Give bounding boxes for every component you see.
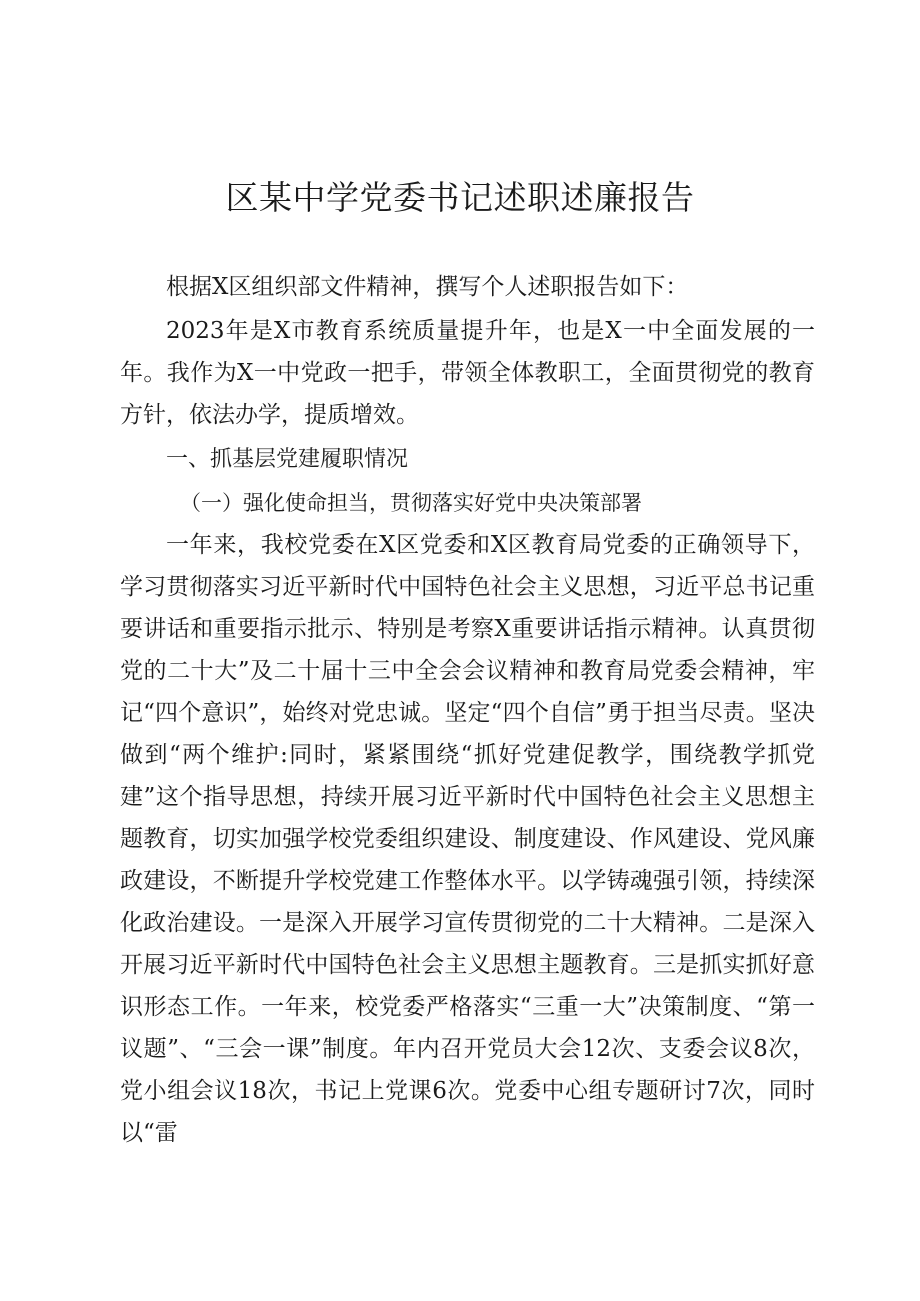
intro-paragraph: 根据X区组织部文件精神，撰写个人述职报告如下： [166,274,689,300]
document-title: 区某中学党委书记述职述廉报告 [225,178,695,217]
overview-paragraph: 2023年是X市教育系统质量提升年，也是X一中全面发展的一年。我作为X一中党政一把手，带领全体教职工，全面贯彻党的教育方针，依法办学，提质增效。 [120,318,815,428]
document-body [120,266,815,1156]
body-paragraph: 一年来，我校党委在X区党委和X区教育局党委的正确领导下，学习贯彻落实习近平新时代中国特色社会主义思想，习近平总书记重要讲话和重要指示批示、特别是考察X重要讲话指示精神。认真贯彻党的二十大”及二十届十三中全会会议精神和教育局党委会精神，牢记“四个意识”，始终对党忠诚。坚定“四个自信”勇于担当尽责。坚决做到“两个维护:同时，紧紧围绕“抓好党建促教学，围绕教学抓党建”这个指导思想，持续开展习近平新时代中国特色社会主义思想主题教育，切实加强学校党委组织建设、制度建设、作风建设、党风廉政建设，不断提升学校党建工作整体水平。以学铸魂强引领，持续深化政治建设。一是深入开展学习宣传贯彻党的二十大精神。二是深入开展习近平新时代中国特色社会主义思想主题教育。三是抓实抓好意识形态工作。一年来，校党委严格落实“三重一大”决策制度、“第一议题”、“三会一课”制度。年内召开党员大会12次、支委会议8次，党小组会议18次，书记上党课6次。党委中心组专题研讨7次，同时以“雷 [120,532,815,1146]
section-heading: 一、抓基层党建履职情况 [166,447,409,472]
subsection-heading: （一）强化使命担当，贯彻落实好党中央决策部署 [180,491,642,515]
